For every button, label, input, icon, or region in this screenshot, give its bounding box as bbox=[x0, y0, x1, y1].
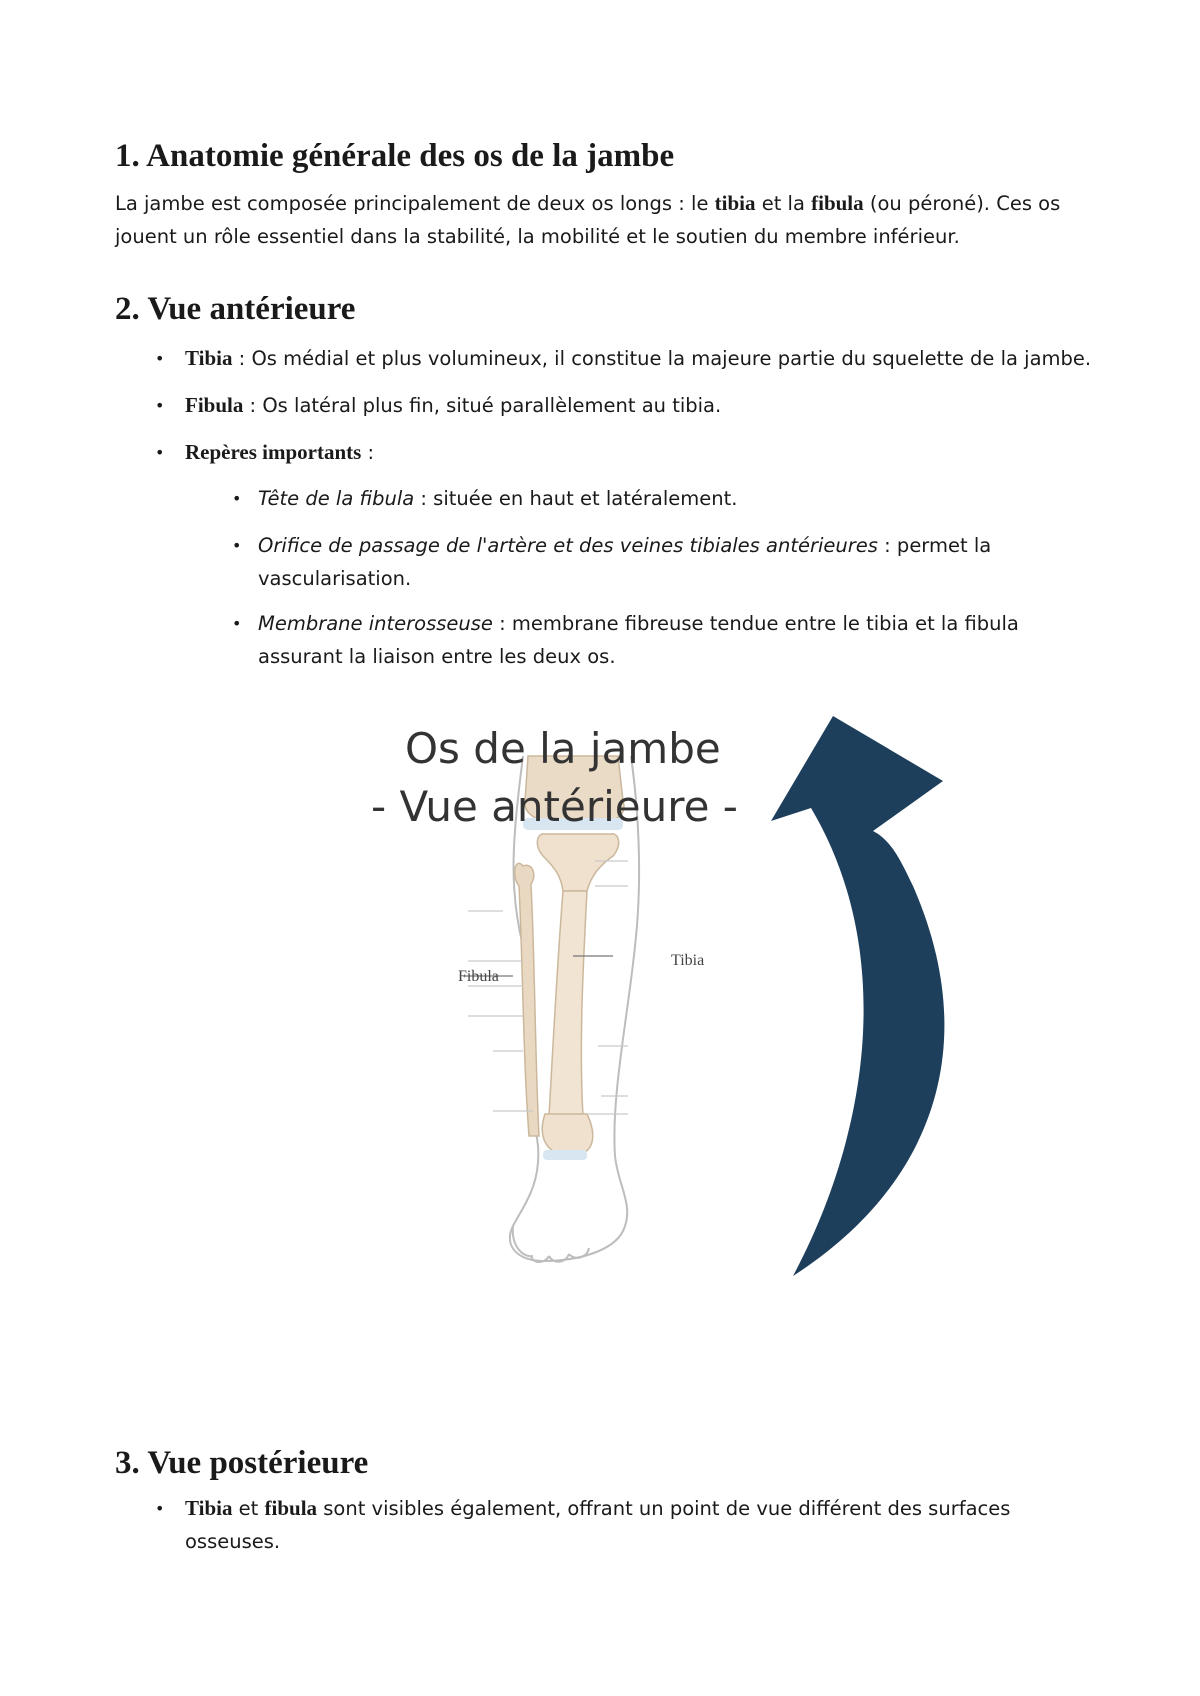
list-item-text: sont visibles également, offrant un point de vue différent des surfaces osseuses. bbox=[185, 1497, 1011, 1553]
section1-paragraph bbox=[115, 187, 1085, 253]
sublist-item-term: Tête de la fibula bbox=[258, 487, 415, 510]
sublist-item-text: : permet la vascularisation. bbox=[258, 534, 992, 590]
ankle-cartilage bbox=[543, 1150, 587, 1160]
list-item-text: : Os médial et plus volumineux, il constitue la majeure partie du squelette de la jambe. bbox=[232, 347, 1092, 370]
section2-heading: 2. Vue antérieure bbox=[115, 291, 356, 327]
annotation-guide-lines bbox=[463, 861, 628, 1114]
landmarks-sublist bbox=[258, 482, 1108, 673]
sublist-item-term: Orifice de passage de l'artère et des veines tibiales antérieures bbox=[258, 534, 878, 557]
term-fibula: fibula bbox=[811, 191, 864, 215]
section1-heading: 1. Anatomie générale des os de la jambe bbox=[115, 138, 675, 174]
list-item-text: et bbox=[232, 1497, 265, 1520]
list-item-term: Tibia bbox=[185, 1496, 233, 1520]
list-item-text: : Os latéral plus fin, situé parallèlement au tibia. bbox=[243, 394, 722, 417]
figure-title-line1: Os de la jambe bbox=[405, 724, 721, 773]
list-item-term: Tibia bbox=[185, 346, 233, 370]
list-item bbox=[185, 342, 1105, 375]
sublist-item bbox=[258, 607, 1108, 673]
sublist-item-text: : située en haut et latéralement. bbox=[414, 487, 738, 510]
label-fibula: Fibula bbox=[458, 968, 499, 985]
sublist-item-term: Membrane interosseuse bbox=[258, 612, 493, 635]
sublist-item bbox=[258, 529, 1108, 595]
list-item-term: Fibula bbox=[185, 393, 244, 417]
term-tibia: tibia bbox=[714, 191, 756, 215]
tibia-head bbox=[537, 834, 618, 891]
figure-title-line2: - Vue antérieure - bbox=[371, 782, 738, 831]
curved-arrow bbox=[771, 716, 944, 1276]
fibula-bone bbox=[515, 863, 539, 1136]
list-item-text: : bbox=[361, 441, 375, 464]
sublist-item-text: : membrane fibreuse tendue entre le tibia et la fibula assurant la liaison entre les deux os. bbox=[258, 612, 1019, 668]
leg-bones-figure bbox=[373, 716, 1095, 1306]
label-tibia: Tibia bbox=[671, 952, 705, 969]
paragraph-text: (ou péroné). Ces os jouent un rôle essentiel dans la stabilité, la mobilité et le soutien du membre inférieur. bbox=[115, 192, 1061, 248]
tibia-bone bbox=[549, 891, 587, 1116]
sublist-item bbox=[258, 482, 1108, 515]
list-item bbox=[185, 1492, 1105, 1558]
anterior-list bbox=[185, 342, 1105, 469]
posterior-list bbox=[185, 1492, 1105, 1558]
section3-heading: 3. Vue postérieure bbox=[115, 1445, 369, 1481]
list-item-term: fibula bbox=[264, 1496, 318, 1520]
paragraph-text: et la bbox=[755, 192, 812, 215]
paragraph-text: La jambe est composée principalement de deux os longs : le bbox=[115, 192, 715, 215]
list-item bbox=[185, 389, 1105, 422]
list-item bbox=[185, 436, 1105, 469]
tibia-lower-end bbox=[542, 1114, 593, 1152]
list-item-term: Repères importants bbox=[185, 440, 362, 464]
